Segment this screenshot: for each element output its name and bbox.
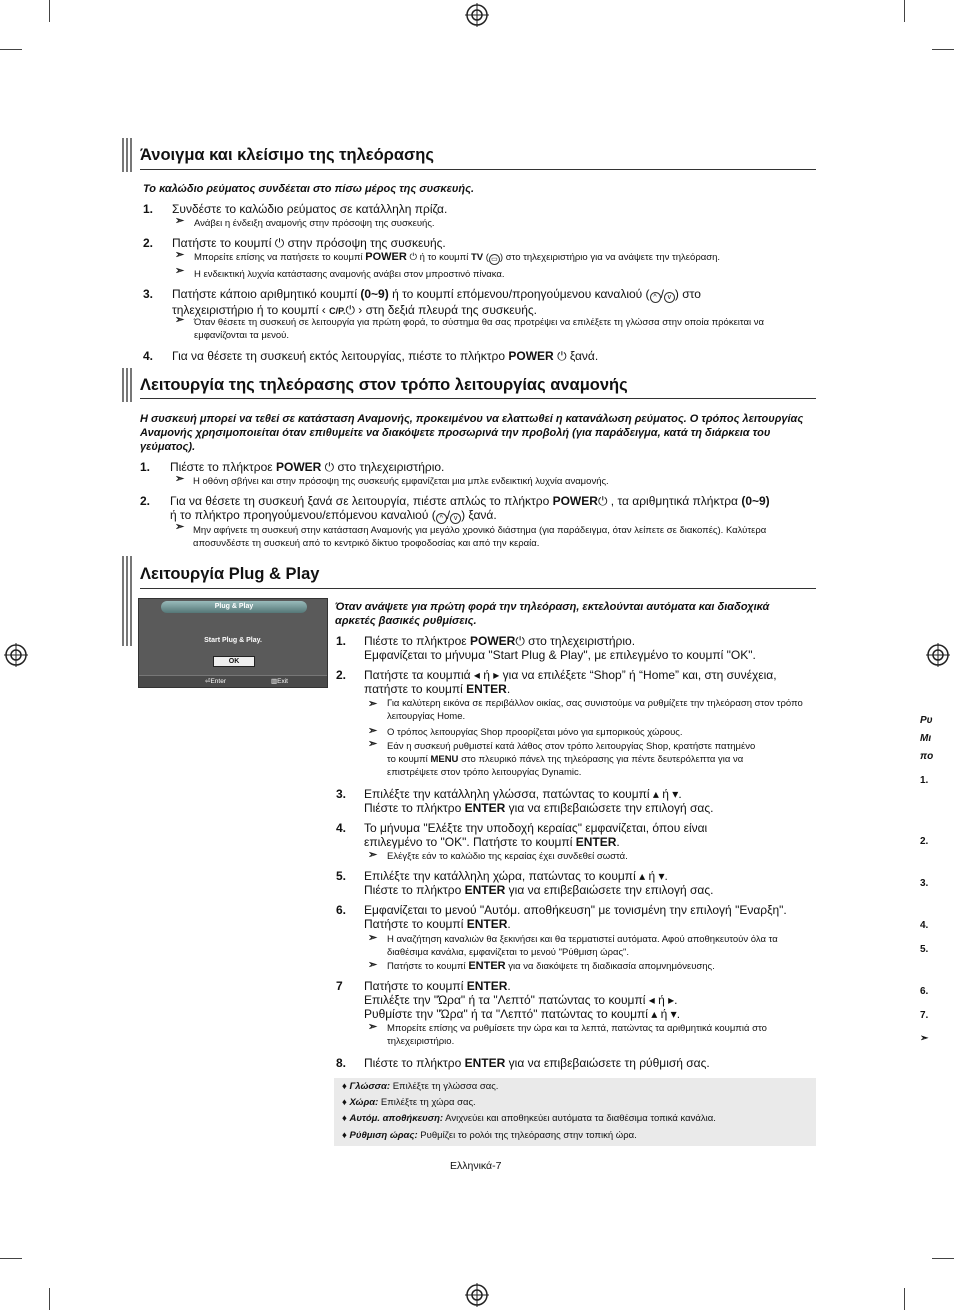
crop-mark	[49, 0, 50, 22]
section-intro: Η συσκευή μπορεί να τεθεί σε κατάσταση Αναμονής, προκειμένου να ελαττωθεί η κατανάλωση ρεύματος. Ο τρόπος λειτουργίας Αναμονής χρησιμοποιείται όταν επιθυμείτε να διακόψετε προσωρινά την προβολή (για παράδειγμα, κατά τη διάρκεια του γεύματος).	[140, 413, 804, 453]
step-text: Συνδέστε το καλώδιο ρεύματος σε κατάλληλη πρίζα.	[172, 202, 448, 216]
section-bar	[122, 556, 132, 646]
step-text: Πιέστε το πλήκτροε POWER⏻ στο τηλεχειριστήριο. Εμφανίζεται το μήνυμα "Start Plug & Play", με επιλεγμένο το κουμπί "OK".	[364, 634, 756, 662]
plug-and-play-screen	[138, 598, 328, 688]
screen-exit-hint: ▥Exit	[271, 678, 288, 685]
step-text: Πατήστε κάποιο αριθμητικό κουμπί (0~9) ή το κουμπί επόμενου/προηγούμενου καναλιού ( ^ / v ) στο τηλεχειριστήριο ή το κουμπί ‹ C/P.⏻ › στη δεξιά πλευρά της συσκευής.	[172, 287, 701, 317]
crop-mark	[0, 49, 22, 50]
note-text: Μην αφήνετε τη συσκευή στην κατάσταση Αναμονής για μεγάλο χρονικό διάστημα (για παράδειγμα, όταν λείπετε σε διακοπές). Καλύτερα αποσυνδέστε τη συσκευή από το κεντρικό δίκτυο τροφοδοσίας και από την κεραία.	[193, 525, 767, 549]
note-text: Η οθόνη σβήνει και στην πρόσοψη της συσκευής εμφανίζεται μια μπλε ενδεικτική λυχνία αναμονής.	[193, 476, 609, 487]
section-intro: Όταν ανάψετε για πρώτη φορά την τηλεόραση, εκτελούνται αυτόματα και διαδοχικά αρκετές βασικές ρυθμίσεις.	[335, 601, 770, 627]
section-title: Λειτουργία της τηλεόρασης στον τρόπο λειτουργίας αναμονής	[140, 376, 628, 394]
screen-title: Plug & Play	[161, 601, 307, 613]
step-number: 3.	[143, 287, 154, 301]
note-text: Ανάβει η ένδειξη αναμονής στην πρόσοψη της συσκευής.	[194, 218, 435, 229]
step-number: 4.	[143, 349, 154, 363]
note-arrow-icon: ➣	[175, 521, 185, 533]
note-arrow-icon: ➣	[368, 698, 378, 710]
note-arrow-icon: ➣	[368, 725, 378, 737]
exit-icon: ▥	[271, 678, 278, 685]
note-arrow-icon: ➣	[368, 959, 378, 971]
note-text: Μπορείτε επίσης να πατήσετε το κουμπί POWER ⏻ ή το κουμπί TV ( ▭ ) στο τηλεχειριστήριο για να ανάψετε την τηλεόραση.	[194, 251, 720, 263]
step-text: Επιλέξτε την κατάλληλη γλώσσα, πατώντας το κουμπί ▴ ή ▾. Πιέστε το πλήκτρο ENTER για να επιβεβαιώσετε την επιλογή σας.	[364, 787, 714, 815]
note-arrow-icon: ➣	[368, 738, 378, 750]
note-arrow-icon: ➣	[175, 314, 185, 326]
step-number: 4.	[336, 821, 347, 835]
registration-mark-icon	[465, 1283, 489, 1307]
edge-text: 2.	[920, 836, 929, 847]
power-icon: ⏻	[274, 236, 285, 250]
step-text: Πατήστε το κουμπί ⏻ στην πρόσοψη της συσκευής.	[172, 236, 446, 250]
step-number: 3.	[336, 787, 347, 801]
step-number: 7	[336, 979, 343, 993]
registration-mark-icon	[465, 3, 489, 27]
edge-text: 5.	[920, 944, 929, 955]
screen-enter-hint: ⏎Enter	[205, 678, 226, 685]
edge-text: Μι	[920, 733, 932, 744]
step-text: Επιλέξτε την κατάλληλη χώρα, πατώντας το κουμπί ▴ ή ▾. Πιέστε το πλήκτρο ENTER για να επιβεβαιώσετε την επιλογή σας.	[364, 869, 714, 897]
step-text: Για να θέσετε τη συσκευή ξανά σε λειτουργία, πιέστε απλώς το πλήκτρο POWER⏻ , τα αριθμητικά πλήκτρα (0~9) ή το πλήκτρο προηγούμενου/επόμενου καναλιού ( ^ / v ) ξανά.	[170, 494, 770, 522]
edge-text: 6.	[920, 986, 929, 997]
note-arrow-icon: ➣	[175, 215, 185, 227]
edge-text: πο	[920, 751, 934, 762]
crop-mark	[932, 1258, 954, 1259]
summary-item: ♦ Γλώσσα: Επιλέξτε τη γλώσσα σας.	[342, 1081, 499, 1092]
note-text: Εάν η συσκευή ρυθμιστεί κατά λάθος στον τρόπο λειτουργίας Shop, κρατήστε πατημένο το κουμπί MENU στο πλευρικό πάνελ της τηλεόρασης για πέντε δευτερόλεπτα για να επιστρέψετε στον τρόπο λειτουργίας Dynamic.	[387, 741, 756, 778]
note-text: Ελέγξτε εάν το καλώδιο της κεραίας έχει συνδεθεί σωστά.	[387, 851, 628, 862]
note-text: Η ενδεικτική λυχνία κατάστασης αναμονής ανάβει στον μπροστινό πίνακα.	[194, 269, 505, 280]
step-number: 1.	[336, 634, 347, 648]
step-text: Πιέστε το πλήκτροε POWER ⏻ στο τηλεχειριστήριο.	[170, 460, 445, 474]
note-text: Ο τρόπος λειτουργίας Shop προορίζεται μόνο για εμπορικούς χώρους.	[387, 727, 683, 738]
crop-mark	[932, 49, 954, 50]
summary-item: ♦ Χώρα: Επιλέξτε τη χώρα σας.	[342, 1097, 476, 1108]
note-arrow-icon: ➣	[175, 249, 185, 261]
step-number: 1.	[143, 202, 154, 216]
note-arrow-icon: ➣	[175, 473, 185, 485]
registration-mark-icon	[926, 643, 950, 667]
edge-text: 3.	[920, 878, 929, 889]
crop-mark	[0, 1258, 22, 1259]
crop-mark	[49, 1288, 50, 1310]
step-text: Το μήνυμα "Ελέξτε την υποδοχή κεραίας" εμφανίζεται, όπου είναι επιλεγμένο το "OK". Πατήστε το κουμπί ENTER.	[364, 821, 708, 849]
step-text: Εμφανίζεται το μενού "Αυτόμ. αποθήκευση" με τονισμένη την επιλογή "Εναρξη". Πατήστε το κουμπί ENTER.	[364, 903, 787, 931]
note-text: Όταν θέσετε τη συσκευή σε λειτουργία για πρώτη φορά, το σύστημα θα σας προτρέψει να επιλέξετε τη γλώσσα στην οποία πρόκειται να εμφανίζονται τα μενού.	[194, 317, 765, 341]
power-icon: ⏻	[409, 252, 417, 263]
step-number: 6.	[336, 903, 347, 917]
crop-mark	[904, 1288, 905, 1310]
screen-message: Start Plug & Play.	[204, 637, 262, 644]
note-text: Πατήστε το κουμπί ENTER για να διακόψετε τη διαδικασία απομνημόνευσης.	[387, 960, 715, 972]
step-text: Πατήστε το κουμπί ENTER. Επιλέξτε την "Ώρα" ή τα "Λεπτό" πατώντας το κουμπί ◂ ή ▸. Ρυθμίστε την "Ώρα" ή τα "Λεπτό" πατώντας το κουμπί ▴ ή ▾.	[364, 979, 681, 1021]
step-number: 2.	[140, 494, 151, 508]
step-number: 2.	[336, 668, 347, 682]
summary-item: ♦ Ρύθμιση ώρας: Ρυθμίζει το ρολόι της τηλεόρασης στην τοπική ώρα.	[342, 1130, 637, 1141]
edge-text: Ρυ	[920, 715, 933, 726]
chevron-up-icon: ^	[436, 513, 447, 524]
note-arrow-icon: ➣	[368, 1021, 378, 1033]
note-arrow-icon: ➣	[920, 1033, 929, 1044]
step-text: Για να θέσετε τη συσκευή εκτός λειτουργίας, πιέστε το πλήκτρο POWER ⏻ ξανά.	[172, 349, 599, 363]
section-title: Λειτουργία Plug & Play	[140, 565, 320, 583]
summary-item: ♦ Αυτόμ. αποθήκευση: Ανιχνεύει και αποθηκεύει αυτόματα τα διαθέσιμα τοπικά κανάλια.	[342, 1113, 716, 1124]
crop-mark	[904, 0, 905, 22]
edge-text: 7.	[920, 1010, 929, 1021]
power-icon: ⏻	[597, 494, 608, 508]
chevron-down-icon: v	[450, 513, 461, 524]
note-text: Μπορείτε επίσης να ρυθμίσετε την ώρα και τα λεπτά, πατώντας τα αριθμητικά κουμπιά στο τηλεχειριστήριο.	[387, 1023, 767, 1047]
power-icon: ⏻	[515, 634, 525, 648]
enter-icon: ⏎	[205, 678, 211, 685]
note-arrow-icon: ➣	[368, 932, 378, 944]
power-icon: ⏻	[324, 460, 335, 474]
page-footer: Ελληνικά-7	[450, 1160, 502, 1172]
registration-mark-icon	[4, 643, 28, 667]
section-title: Άνοιγμα και κλείσιμο της τηλεόρασης	[140, 146, 434, 164]
ok-button[interactable]: OK	[213, 656, 255, 667]
edge-text: 4.	[920, 920, 929, 931]
step-text: Πατήστε τα κουμπιά ◂ ή ▸ για να επιλέξετε “Shop” ή “Home” και, στη συνέχεια, πατήστε το κουμπί ENTER.	[364, 668, 777, 696]
power-icon: ⏻	[557, 349, 567, 363]
section-bar	[122, 138, 132, 172]
step-number: 2.	[143, 236, 154, 250]
step-number: 1.	[140, 460, 151, 474]
section-rule	[140, 588, 816, 589]
step-number: 5.	[336, 869, 347, 883]
step-text: Πιέστε το πλήκτρο ENTER για να επιβεβαιώσετε τη ρύθμισή σας.	[364, 1056, 710, 1070]
note-text: Για καλύτερη εικόνα σε περιβάλλον οικίας, σας συνιστούμε να ρυθμίζετε την τηλεόραση στον τρόπο λειτουργίας Home.	[387, 698, 803, 722]
note-text: Η αναζήτηση καναλιών θα ξεκινήσει και θα τερματιστεί αυτόματα. Αφού αποθηκευτούν όλα τα διαθέσιμα κανάλια, εμφανίζεται το μενού "Ρύθμιση ώρας".	[387, 934, 778, 958]
section-bar	[122, 368, 132, 402]
edge-text: 1.	[920, 775, 929, 786]
section-intro: Το καλώδιο ρεύματος συνδέεται στο πίσω μέρος της συσκευής.	[143, 183, 475, 195]
section-rule	[140, 398, 816, 399]
chevron-up-icon: ^	[650, 292, 661, 303]
chevron-down-icon: v	[664, 292, 675, 303]
section-rule	[140, 169, 816, 170]
tv-icon: ▭	[489, 254, 500, 265]
note-arrow-icon: ➣	[368, 849, 378, 861]
note-arrow-icon: ➣	[175, 265, 185, 277]
step-number: 8.	[336, 1056, 347, 1070]
